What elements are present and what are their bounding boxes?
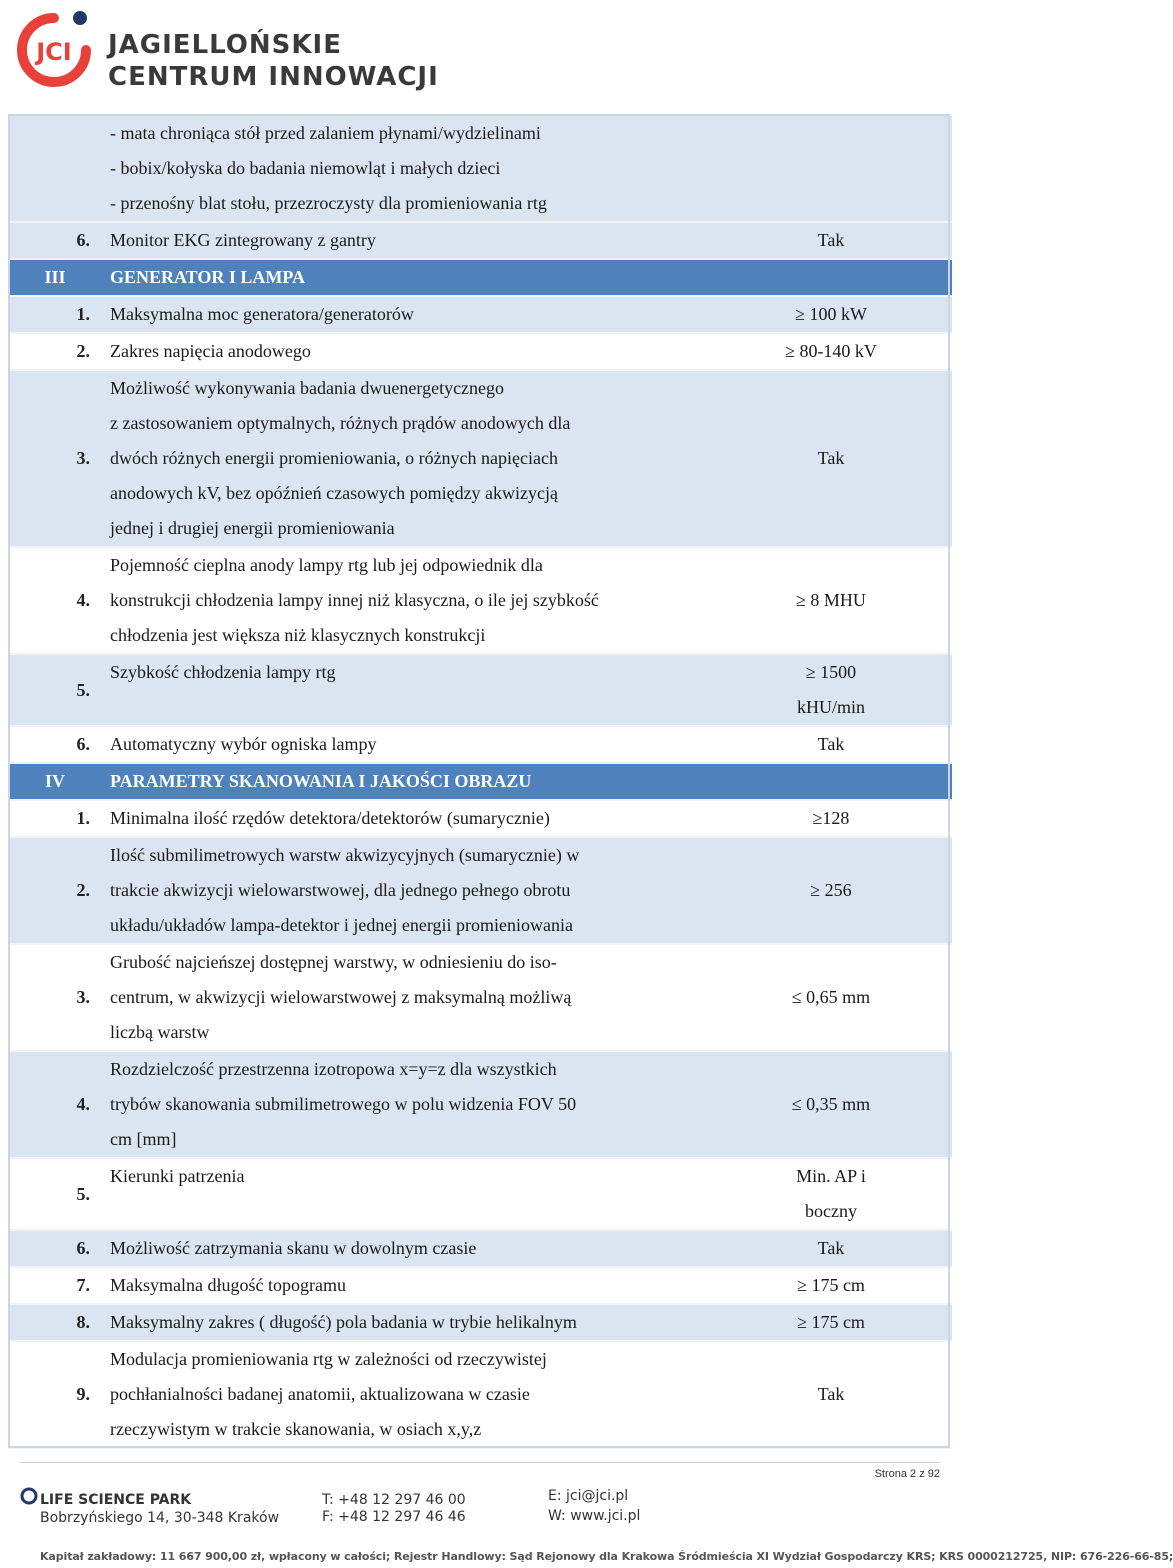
row-description [102, 333, 710, 370]
table-row [8, 1230, 952, 1267]
description-line: - bobix/kołyska do badania niemowląt i małych dzieci [110, 158, 501, 178]
section-header-row [8, 259, 952, 296]
table-row [8, 1051, 952, 1158]
row-description [102, 800, 710, 837]
row-description [102, 116, 710, 222]
table-row [8, 547, 952, 654]
row-required-value: ≥128 [710, 800, 952, 837]
specification-table-body [8, 116, 952, 1448]
row-number: 2. [8, 333, 102, 370]
description-line: Ilość submilimetrowych warstw akwizycyjnych (sumarycznie) w [110, 845, 580, 865]
logo-line2: CENTRUM INNOWACJI [108, 62, 439, 92]
row-required-value: ≥ 80-140 kV [710, 333, 952, 370]
description-line: Modulacja promieniowania rtg w zależności od rzeczywistej [110, 1349, 547, 1369]
table-row [8, 116, 952, 222]
row-required-value: ≥ 175 cm [710, 1267, 952, 1304]
phone-number: T: +48 12 297 46 00 [322, 1492, 466, 1508]
description-line: Kierunki patrzenia [110, 1166, 245, 1186]
row-description [102, 547, 710, 654]
logo-abbr: JCI [36, 38, 72, 66]
description-line: - mata chroniąca stół przed zalaniem płynami/wydzielinami [110, 123, 541, 143]
table-row [8, 837, 952, 944]
description-line: Grubość najcieńszej dostępnej warstwy, w odniesieniu do iso- [110, 952, 557, 972]
fax-number: F: +48 12 297 46 46 [322, 1509, 466, 1525]
description-line [110, 1194, 710, 1229]
row-required-value: Tak [710, 1230, 952, 1267]
description-line: pochłanialności badanej anatomii, aktualizowana w czasie [110, 1384, 530, 1404]
description-line: Szybkość chłodzenia lampy rtg [110, 662, 336, 682]
row-description [102, 1051, 710, 1158]
table-row [8, 370, 952, 547]
row-description [102, 1230, 710, 1267]
row-required-value: Tak [710, 222, 952, 259]
description-line: liczbą warstw [110, 1022, 210, 1042]
row-number: 1. [8, 800, 102, 837]
row-number: 4. [8, 547, 102, 654]
description-line: rzeczywistym w trakcie skanowania, w osiach x,y,z [110, 1419, 482, 1439]
row-number: III [8, 259, 102, 296]
description-line: PARAMETRY SKANOWANIA I JAKOŚCI OBRAZU [110, 771, 532, 791]
contact-block [548, 1486, 640, 1526]
row-required-value: ≥ 256 [710, 837, 952, 944]
row-required-value: Tak [710, 726, 952, 763]
row-number: 9. [8, 1341, 102, 1448]
description-line: Automatyczny wybór ogniska lampy [110, 734, 377, 754]
table-row [8, 944, 952, 1051]
table-row [8, 333, 952, 370]
row-number: 5. [8, 654, 102, 726]
park-address: Bobrzyńskiego 14, 30-348 Kraków [40, 1510, 280, 1526]
row-number: 6. [8, 1230, 102, 1267]
description-line: anodowych kV, bez opóźnień czasowych pomiędzy akwizycją [110, 483, 559, 503]
description-line: układu/układów lampa-detektor i jednej energii promieniowania [110, 915, 574, 935]
life-science-park-icon [20, 1486, 38, 1506]
description-line: GENERATOR I LAMPA [110, 267, 306, 287]
table-row [8, 222, 952, 259]
row-number: 2. [8, 837, 102, 944]
row-required-value: Min. AP i boczny [710, 1158, 952, 1230]
description-line: z zastosowaniem optymalnych, różnych prądów anodowych dla [110, 413, 571, 433]
description-line: Rozdzielczość przestrzenna izotropowa x=y=z dla wszystkich [110, 1059, 557, 1079]
row-required-value: ≤ 0,65 mm [710, 944, 952, 1051]
row-number: 3. [8, 370, 102, 547]
row-required-value [710, 259, 952, 296]
row-required-value: ≥ 1500 kHU/min [710, 654, 952, 726]
row-description [102, 654, 710, 726]
row-required-value: ≥ 100 kW [710, 296, 952, 333]
description-line: Możliwość zatrzymania skanu w dowolnym czasie [110, 1238, 477, 1258]
row-required-value [710, 763, 952, 800]
table-row [8, 1267, 952, 1304]
row-number: 6. [8, 222, 102, 259]
table-row [8, 1304, 952, 1341]
row-required-value: ≥ 8 MHU [710, 547, 952, 654]
row-required-value: Tak [710, 1341, 952, 1448]
park-name: LIFE SCIENCE PARK [40, 1492, 192, 1508]
description-line: Monitor EKG zintegrowany z gantry [110, 230, 376, 250]
row-required-value: ≤ 0,35 mm [710, 1051, 952, 1158]
row-number: 1. [8, 296, 102, 333]
row-description [102, 726, 710, 763]
row-number: 8. [8, 1304, 102, 1341]
specification-table [8, 116, 952, 1449]
email-link[interactable]: E: jci@jci.pl [548, 1488, 629, 1504]
table-row [8, 1158, 952, 1230]
description-line: Maksymalna długość topogramu [110, 1275, 346, 1295]
row-description [102, 1267, 710, 1304]
row-number: 3. [8, 944, 102, 1051]
row-description [102, 370, 710, 547]
page-number: Strona 2 z 92 [874, 1468, 940, 1480]
description-line: trybów skanowania submilimetrowego w polu widzenia FOV 50 [110, 1094, 577, 1114]
description-line: Maksymalny zakres ( długość) pola badania w trybie helikalnym [110, 1312, 577, 1332]
description-line: centrum, w akwizycji wielowarstwowej z maksymalną możliwą [110, 987, 572, 1007]
row-required-value [710, 116, 952, 222]
description-line: Pojemność cieplna anody lampy rtg lub jej odpowiednik dla [110, 555, 543, 575]
footer-divider [20, 1462, 940, 1463]
table-row [8, 726, 952, 763]
description-line [110, 690, 710, 725]
phone-block [322, 1492, 466, 1526]
description-line: konstrukcji chłodzenia lampy innej niż klasyczna, o ile jej szybkość [110, 590, 599, 610]
jci-logo [14, 10, 439, 100]
row-required-value: ≥ 175 cm [710, 1304, 952, 1341]
description-line: Możliwość wykonywania badania dwuenergetycznego [110, 378, 505, 398]
table-row [8, 1341, 952, 1448]
table-row [8, 654, 952, 726]
row-number: 4. [8, 1051, 102, 1158]
description-line: Zakres napięcia anodowego [110, 341, 311, 361]
description-line: chłodzenia jest większa niż klasycznych konstrukcji [110, 625, 486, 645]
section-header-row [8, 763, 952, 800]
row-description [102, 296, 710, 333]
description-line: dwóch różnych energii promieniowania, o różnych napięciach [110, 448, 558, 468]
row-number: IV [8, 763, 102, 800]
row-description [102, 837, 710, 944]
description-line: - przenośny blat stołu, przezroczysty dla promieniowania rtg [110, 193, 547, 213]
description-line: trakcie akwizycji wielowarstwowej, dla jednego pełnego obrotu [110, 880, 571, 900]
row-description [102, 259, 710, 296]
jci-logo-icon [14, 10, 94, 90]
row-description [102, 944, 710, 1051]
row-description [102, 1158, 710, 1230]
row-description [102, 222, 710, 259]
row-description [102, 1304, 710, 1341]
life-science-park-block [20, 1486, 280, 1536]
description-line: jednej i drugiej energii promieniowania [110, 518, 395, 538]
description-line: Minimalna ilość rzędów detektora/detektorów (sumarycznie) [110, 808, 550, 828]
table-row [8, 296, 952, 333]
row-number: 6. [8, 726, 102, 763]
table-row [8, 800, 952, 837]
row-number: 7. [8, 1267, 102, 1304]
website-link[interactable]: W: www.jci.pl [548, 1508, 641, 1524]
description-line: cm [mm] [110, 1129, 177, 1149]
row-number: 5. [8, 1158, 102, 1230]
row-description [102, 763, 710, 800]
logo-line1: JAGIELLOŃSKIE [108, 30, 342, 60]
row-number [8, 116, 102, 222]
legal-notice: Kapitał zakładowy: 11 667 900,00 zł, wpłacony w całości; Rejestr Handlowy: Sąd Rejonowy dla Krakowa Śródmieścia XI Wydział Gospodarczy KRS; KRS 0000212725, NIP: 676-226-66-85; [40, 1550, 1173, 1563]
description-line: Maksymalna moc generatora/generatorów [110, 304, 414, 324]
row-required-value: Tak [710, 370, 952, 547]
row-description [102, 1341, 710, 1448]
